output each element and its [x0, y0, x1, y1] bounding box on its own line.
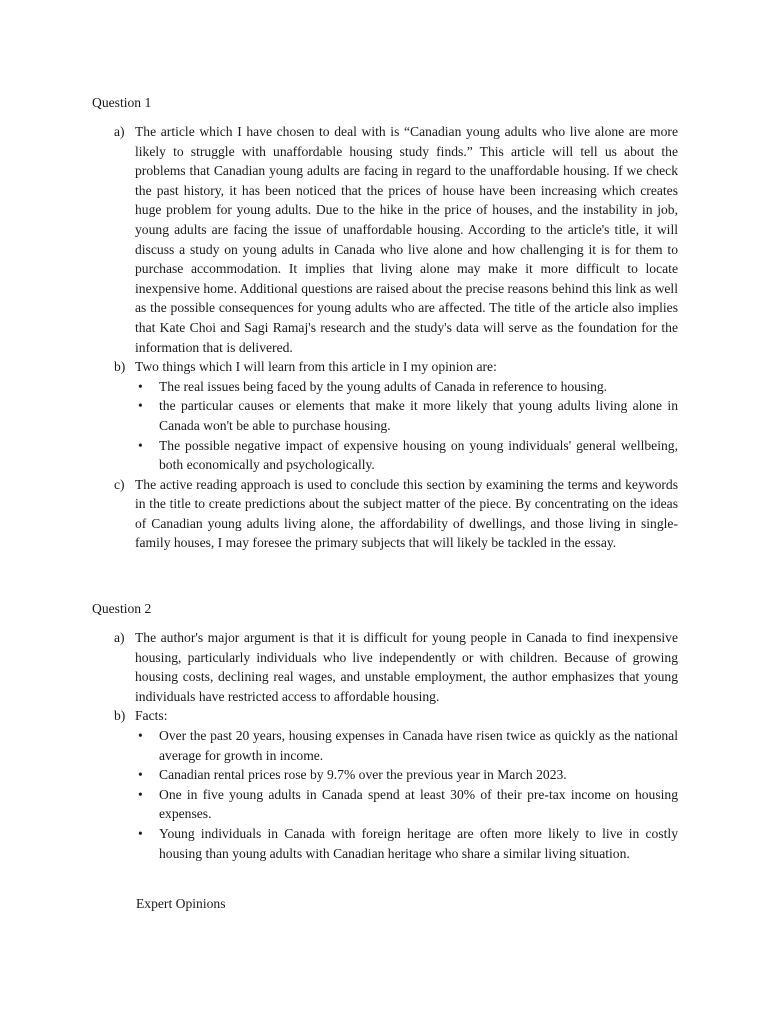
list-item	[114, 765, 678, 785]
bullet-icon: •	[138, 767, 143, 783]
q1-item-c-marker: c)	[114, 476, 125, 492]
bullet-icon: •	[138, 727, 143, 743]
bullet-icon: •	[138, 825, 143, 841]
bullet-icon: •	[138, 398, 143, 414]
q2-item-b	[114, 706, 678, 726]
q1-item-a-text: The article which I have chosen to deal with is “Canadian young adults who live alone are more likely to struggle with unaffordable housing study finds.” This article will tell us about the problems that Canadian young adults are facing in regard to the unaffordable housing. If we check the past history, it has been noticed that the prices of house have been increasing which creates huge problem for young adults. Due to the hike in the price of houses, and the instability in job, young adults are facing the issue of unaffordable housing. According to the article's title, it will discuss a study on young adults in Canada who live alone and how challenging it is for them to purchase accommodation. It implies that living alone may make it more difficult to locate inexpensive home. Additional questions are raised about the precise reasons behind this link as well as the possible consequences for young adults who are affected. The title of the article also implies that Kate Choi and Sagi Ramaj's research and the study's data will serve as the foundation for the information that is delivered.	[135, 124, 678, 355]
q2-bullet-list	[114, 726, 678, 863]
q2-item-b-text: Facts:	[135, 708, 168, 724]
q1-item-c-text: The active reading approach is used to conclude this section by examining the terms and keywords in the title to create predictions about the subject matter of the piece. By concentrating on the ideas of Canadian young adults living alone, the affordability of dwellings, and those living in single-family houses, I may foresee the primary subjects that will likely be tackled in the essay.	[135, 476, 678, 551]
list-item	[114, 396, 678, 435]
list-item	[114, 377, 678, 397]
q1-item-b-text: Two things which I will learn from this article in I my opinion are:	[135, 359, 497, 375]
bullet-icon: •	[138, 786, 143, 802]
bullet-icon: •	[138, 378, 143, 394]
list-item	[114, 785, 678, 824]
q1-item-b-marker: b)	[114, 359, 126, 375]
bullet-text: Canadian rental prices rose by 9.7% over the previous year in March 2023.	[159, 767, 567, 783]
list-item	[114, 436, 678, 475]
q2-item-b-marker: b)	[114, 708, 126, 724]
bullet-text: The possible negative impact of expensive housing on young individuals' general wellbeing, both economically and psychologically.	[159, 437, 678, 473]
bullet-text: the particular causes or elements that make it more likely that young adults living alone in Canada won't be able to purchase housing.	[159, 398, 678, 433]
bullet-text: Young individuals in Canada with foreign heritage are often more likely to live in costly housing than young adults with Canadian heritage who share a similar living situation.	[159, 825, 678, 861]
bullet-text: One in five young adults in Canada spend at least 30% of their pre-tax income on housing expenses.	[159, 786, 678, 822]
bullet-text: Over the past 20 years, housing expenses in Canada have risen twice as quickly as the national average for growth in income.	[159, 727, 678, 763]
question-1-section	[114, 122, 678, 553]
bullet-icon: •	[138, 437, 143, 453]
q2-item-a	[114, 628, 678, 706]
q1-item-a	[114, 122, 678, 357]
q1-item-b	[114, 357, 678, 377]
q1-item-a-marker: a)	[114, 124, 125, 139]
list-item	[114, 824, 678, 863]
list-item	[114, 726, 678, 765]
question-2-section	[114, 628, 678, 863]
q2-item-a-marker: a)	[114, 630, 125, 645]
q2-item-a-text: The author's major argument is that it is difficult for young people in Canada to find inexpensive housing, particularly individuals who live independently or with children. Because of growing housing costs, declining real wages, and unstable employment, the author emphasizes that young individuals have restricted access to affordable housing.	[135, 630, 678, 704]
bullet-text: The real issues being faced by the young adults of Canada in reference to housing.	[159, 378, 608, 394]
question-1-heading: Question 1	[92, 95, 152, 110]
q1-item-c	[114, 475, 678, 553]
expert-opinions-heading: Expert Opinions	[136, 896, 226, 911]
question-2-heading: Question 2	[92, 601, 152, 616]
q1-bullet-list	[114, 377, 678, 475]
